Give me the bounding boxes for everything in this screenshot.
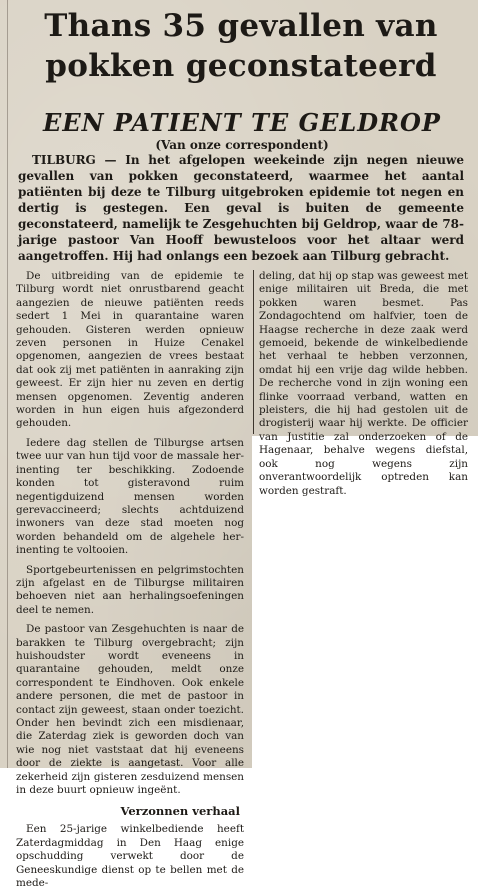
page-edge-line bbox=[7, 0, 8, 768]
paragraph: Een 25-jarige winkelbediende heeft Zaterdagmiddag in Den Haag enige opschudding verwekt door de Geneeskundige dienst op te bellen met de mede- bbox=[16, 823, 244, 890]
paragraph: De uitbreiding van de epidemie te Tilburg wordt niet onrustbarend geacht aangezien de nieuwe patiënten reeds sedert 1 Mei in quarantaine waren gehouden. Gisteren werden opnieuw zeven personen in Huize Cenakel opgenomen, aangezien de vrees bestaat dat ook zij met patiënten in aanraking zijn geweest. Er zijn hier nu zeven en dertig mensen opgenomen. Zeventig anderen worden in hun eigen huis afgezonderd gehouden. bbox=[16, 270, 244, 430]
lead-text: — In het afgelopen weekeinde zijn negen nieuwe gevallen van pokken geconstateerd, waarmee het aantal patiënten bij deze te Tilburg uitgebroken epidemie tot negen en dertig is gestegen. Een geval is buiten de gemeente geconstateerd, namelijk te Zesgehuchten bij Geldrop, waar de 78-jarige pastoor Van Hooff bewusteloos voor het altaar werd aangetroffen. Hij had onlangs een bezoek aan Tilburg gebracht. bbox=[18, 153, 464, 263]
right-column bbox=[253, 270, 468, 504]
paragraph: Sportgebeurtenissen en pelgrimstochten zijn afgelast en de Tilburgse militairen behoeven niet aan herhalingsoefeningen deel te nemen. bbox=[16, 563, 244, 616]
dateline: TILBURG bbox=[32, 153, 96, 167]
headline-line-2: pokken geconstateerd bbox=[45, 48, 437, 84]
headline bbox=[14, 6, 468, 86]
lead-paragraph bbox=[18, 152, 464, 264]
byline: (Van onze correspondent) bbox=[155, 138, 329, 152]
left-column bbox=[16, 270, 244, 896]
paragraph: deling, dat hij op stap was geweest met enige militairen uit Breda, die met pokken waren besmet. Pas Zondagochtend om halfvier, toen de Haagse recherche in deze zaak werd gemoeid, bekende de winkelbediende het verhaal te hebben verzonnen, omdat hij een vrije dag wilde hebben. De recherche vond in zijn woning een flinke voorraad verband, watten en pleisters, die hij had gestolen uit de drogisterij waar hij werkte. De officier van Justitie zal onderzoeken of de Hagenaar, behalve wegens diefstal, ook nog wegens zijn onverantwoordelijk optreden kan worden gestraft. bbox=[259, 270, 468, 497]
subheadline: EEN PATIENT TE GELDROP bbox=[43, 108, 441, 137]
headline-line-1: Thans 35 gevallen van bbox=[44, 8, 438, 44]
paragraph: Iedere dag stellen de Tilburgse artsen twee uur van hun tijd voor de massale her-inenting ter beschikking. Zodoende konden tot gisteravond ruim negentigduizend mensen worden gerevaccineerd; slechts achtduizend inwoners van deze stad moeten nog worden behandeld om de algehele her-inenting te voltooien. bbox=[16, 436, 244, 557]
paragraph: De pastoor van Zesgehuchten is naar de barakken te Tilburg overgebracht; zijn huishoudster wordt eveneens in quarantaine gehouden, meldt onze correspondent te Eindhoven. Ook enkele andere personen, die met de pastoor in contact zijn geweest, staan onder toezicht. Onder hen bevindt zich een misdienaar, die Zaterdag ziek is geworden doch van wie nog niet vaststaat dat hij eveneens door de ziekte is aangetast. Voor alle zekerheid zijn gisteren zesduizend mensen in deze buurt opnieuw ingeënt. bbox=[16, 623, 244, 797]
section-subtitle: Verzonnen verhaal bbox=[120, 804, 240, 819]
column-rule bbox=[253, 270, 254, 434]
